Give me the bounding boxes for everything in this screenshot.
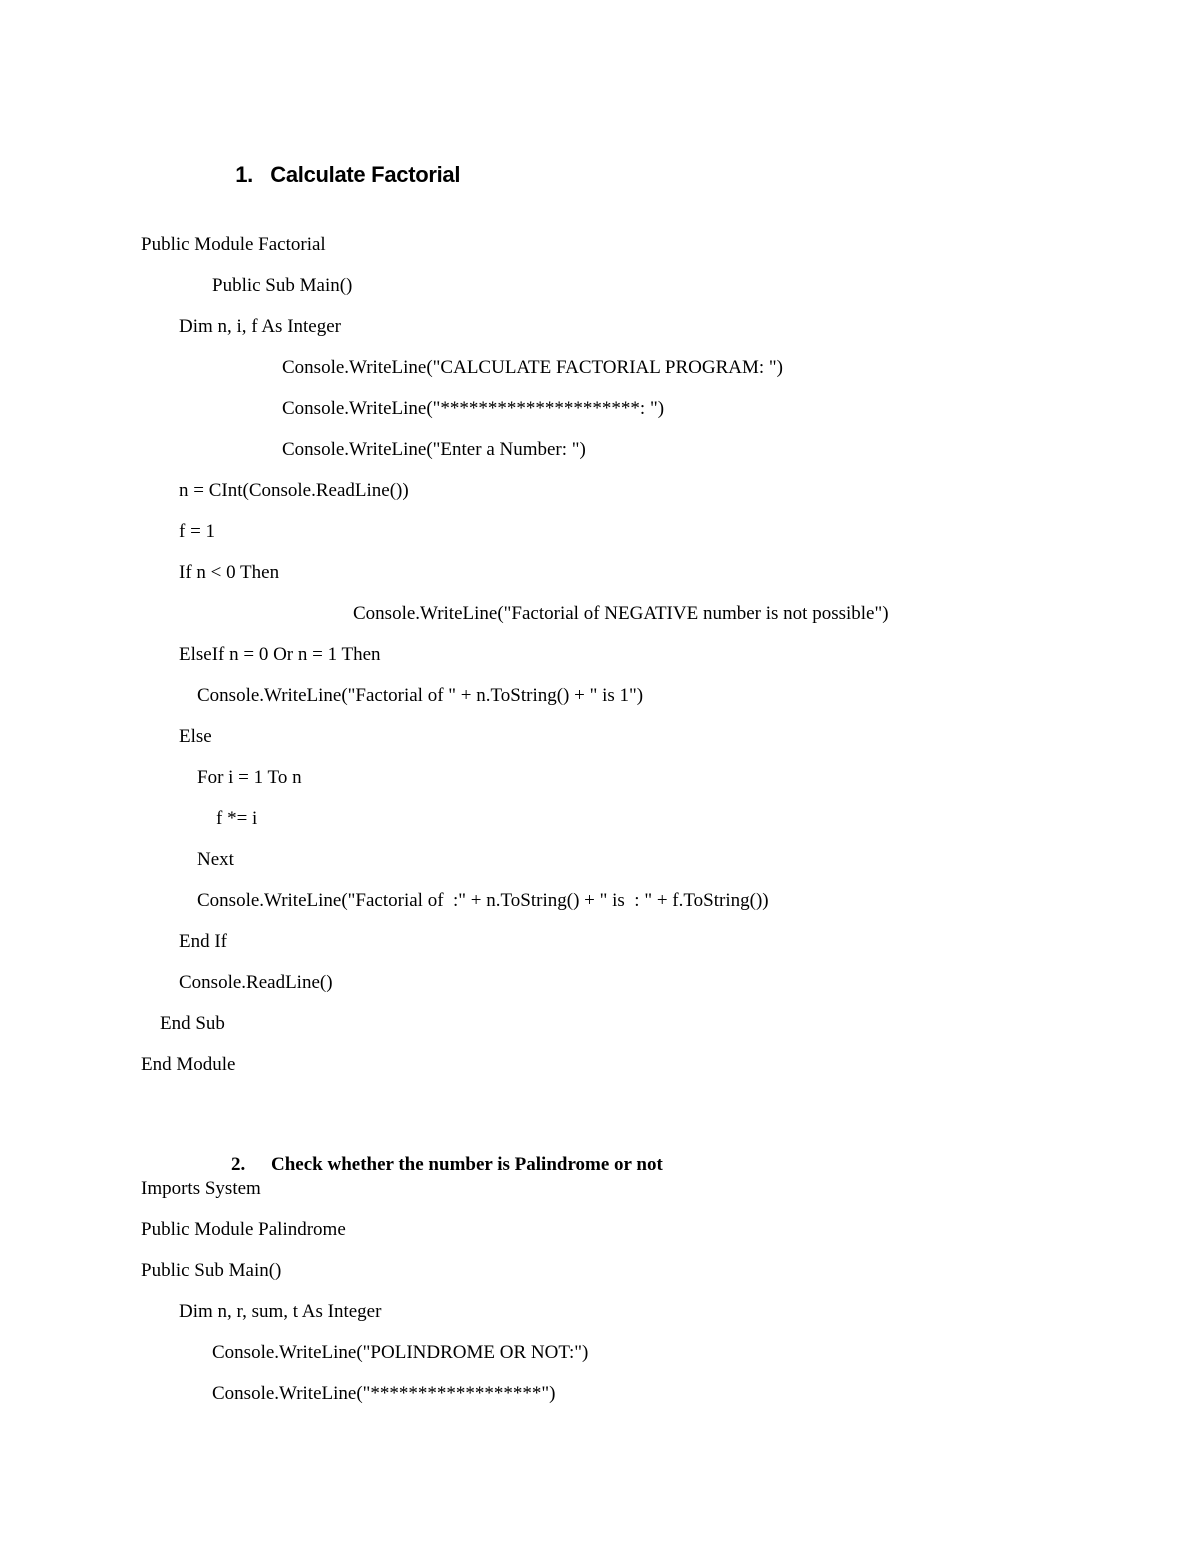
code-line: End Module <box>141 1054 236 1075</box>
code-line: ElseIf n = 0 Or n = 1 Then <box>179 644 381 665</box>
section-1-title: Calculate Factorial <box>270 162 461 187</box>
code-line: Dim n, r, sum, t As Integer <box>179 1301 382 1322</box>
code-line: Console.ReadLine() <box>179 972 333 993</box>
code-line: Console.WriteLine("Enter a Number: ") <box>282 439 586 460</box>
code-line: Console.WriteLine("Factorial of :" + n.ToString() + " is : " + f.ToString()) <box>197 890 769 911</box>
section-2-title: Check whether the number is Palindrome or not <box>271 1154 663 1175</box>
code-line: n = CInt(Console.ReadLine()) <box>179 480 409 501</box>
section-1-heading <box>212 142 460 208</box>
code-line: Public Module Factorial <box>141 234 326 255</box>
code-line: Console.WriteLine("Factorial of " + n.ToString() + " is 1") <box>197 685 644 706</box>
code-line: Public Sub Main() <box>141 1260 282 1281</box>
code-line: Public Sub Main() <box>212 275 353 296</box>
code-line: Console.WriteLine("CALCULATE FACTORIAL PROGRAM: ") <box>282 357 783 378</box>
code-line: Next <box>197 849 234 870</box>
section-2-heading <box>212 1136 663 1193</box>
code-line: Imports System <box>141 1178 261 1199</box>
code-line: Public Module Palindrome <box>141 1219 346 1240</box>
code-line: Else <box>179 726 212 747</box>
code-line: Dim n, i, f As Integer <box>179 316 342 337</box>
code-line: End Sub <box>160 1013 225 1034</box>
code-line: Console.WriteLine("*********************: ") <box>282 398 665 419</box>
section-2-number: 2. <box>231 1154 246 1175</box>
code-line: For i = 1 To n <box>197 767 302 788</box>
code-line: Console.WriteLine("POLINDROME OR NOT:") <box>212 1342 589 1363</box>
code-line: f *= i <box>216 808 258 829</box>
code-line: End If <box>179 931 228 952</box>
code-line: Console.WriteLine("******************") <box>212 1383 556 1404</box>
code-line: Console.WriteLine("Factorial of NEGATIVE number is not possible") <box>353 603 889 624</box>
code-line: If n < 0 Then <box>179 562 280 583</box>
section-1-number: 1. <box>235 162 253 187</box>
code-line: f = 1 <box>179 521 216 542</box>
